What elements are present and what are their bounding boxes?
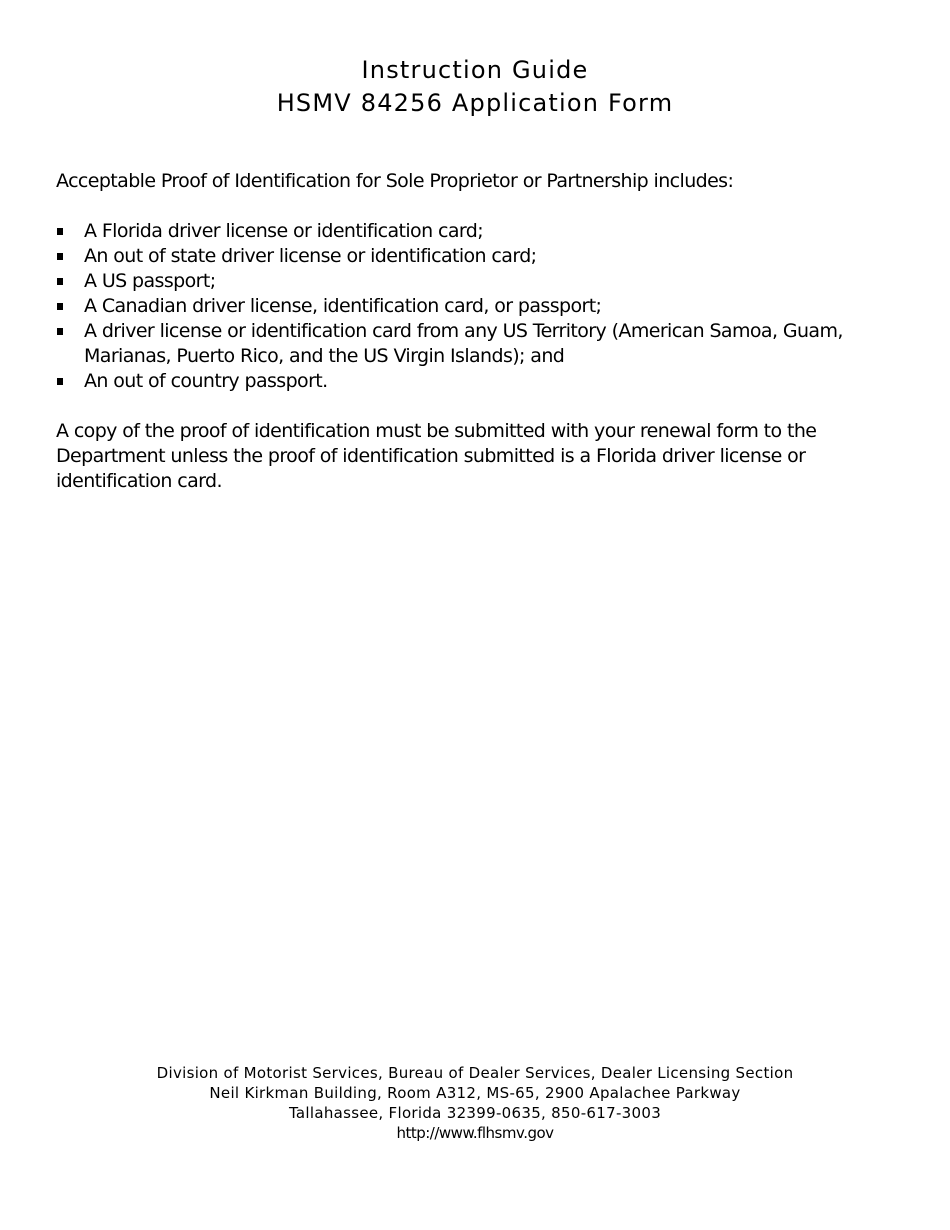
square-bullet-icon (57, 228, 63, 235)
list-item (56, 269, 876, 294)
list-item-text: A US passport; (84, 270, 216, 292)
list-item-text: A Florida driver license or identification card; (84, 220, 483, 242)
list-item-text: An out of country passport. (84, 370, 328, 392)
title-block (0, 54, 950, 120)
list-item (56, 244, 876, 269)
list-item (56, 369, 876, 394)
square-bullet-icon (57, 278, 63, 285)
list-item (56, 219, 876, 244)
square-bullet-icon (57, 328, 63, 335)
footer-city: Tallahassee, Florida 32399-0635, 850-617-3003 (288, 1104, 662, 1122)
closing-paragraph: A copy of the proof of identification must be submitted with your renewal form to the Department unless the proof of identification submitted is a Florida driver license or identification card. (56, 420, 817, 492)
document-title: Instruction Guide (361, 56, 589, 84)
footer-division: Division of Motorist Services, Bureau of Dealer Services, Dealer Licensing Section (156, 1064, 794, 1082)
list-item-text: An out of state driver license or identification card; (84, 245, 537, 267)
document-subtitle: HSMV 84256 Application Form (276, 89, 674, 117)
main-content (56, 169, 876, 494)
square-bullet-icon (57, 303, 63, 310)
identification-list (56, 219, 876, 394)
list-item (56, 294, 876, 319)
footer-building: Neil Kirkman Building, Room A312, MS-65, 2900 Apalachee Parkway (209, 1084, 741, 1102)
square-bullet-icon (57, 378, 63, 385)
list-item-text: A Canadian driver license, identification card, or passport; (84, 295, 602, 317)
footer-website-link[interactable]: http://www.flhsmv.gov (396, 1124, 554, 1142)
intro-paragraph: Acceptable Proof of Identification for Sole Proprietor or Partnership includes: (56, 170, 734, 192)
list-item-text: A driver license or identification card from any US Territory (American Samoa, Guam, Marianas, Puerto Rico, and the US Virgin Islands); and (84, 320, 843, 367)
square-bullet-icon (57, 253, 63, 260)
page-footer (0, 1063, 950, 1143)
list-item (56, 319, 876, 369)
